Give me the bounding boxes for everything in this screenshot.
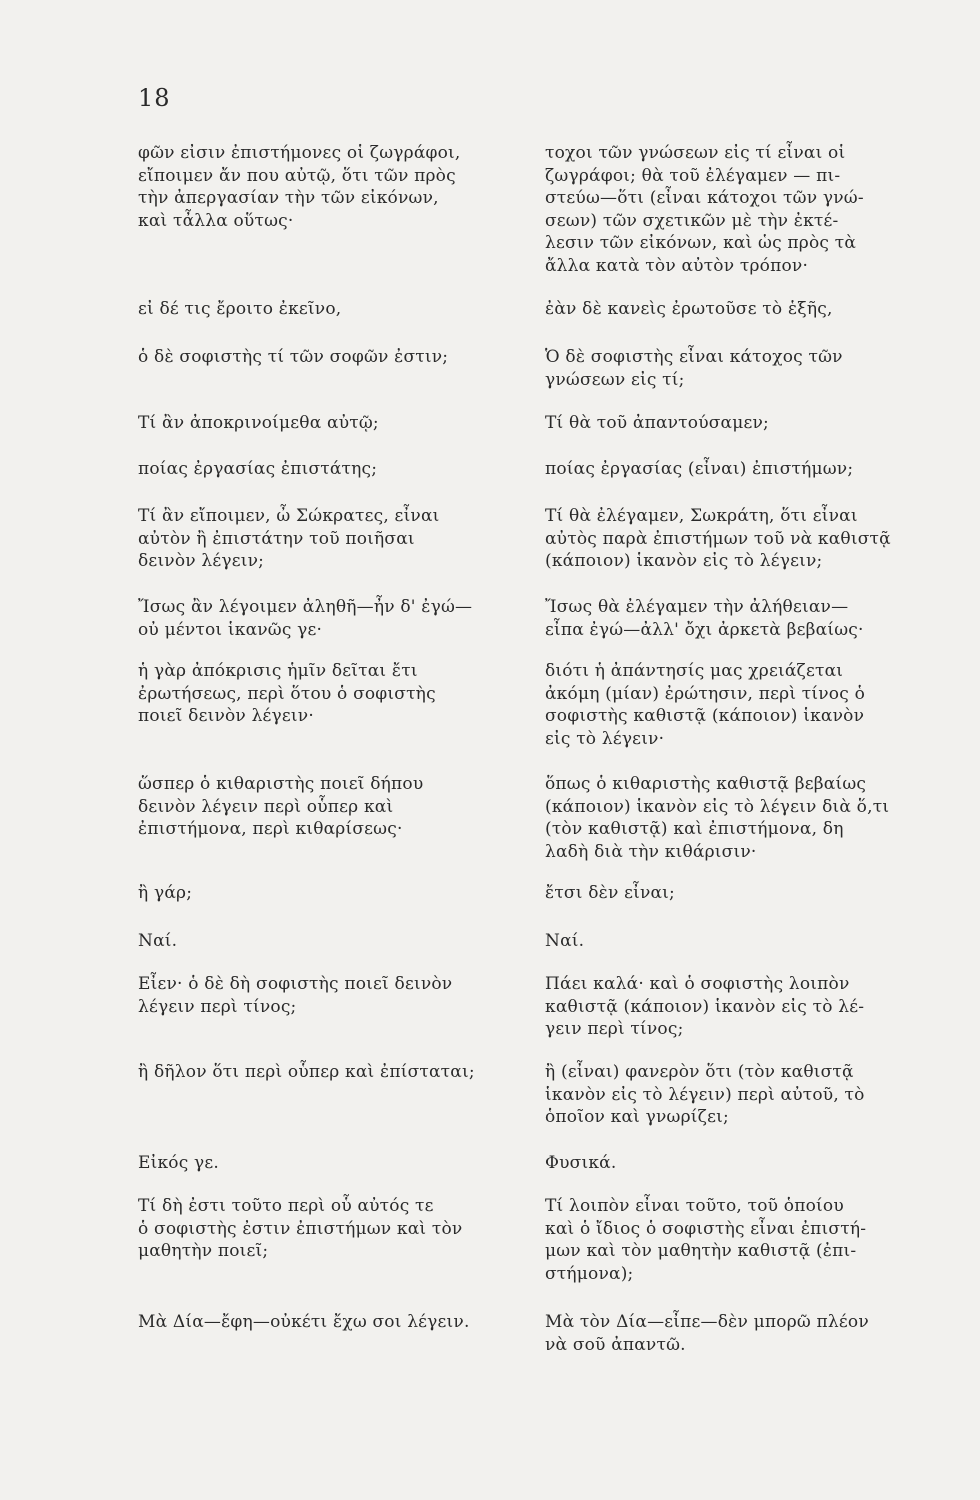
ancient-text: Μὰ Δία—ἔφη—οὐκέτι ἔχω σοι λέγειν. xyxy=(138,1312,470,1332)
modern-text: ἐὰν δὲ κανεὶς ἐρωτοῦσε τὸ ἑξῆς, xyxy=(545,299,833,319)
modern-text: Μὰ τὸν Δία—εἶπε—δὲν μπορῶ πλέον νὰ σοῦ ἀπαντῶ. xyxy=(545,1312,869,1355)
ancient-text: Τί ἂν ἀποκρινοίμεθα αὐτῷ; xyxy=(138,413,379,433)
ancient-text: Τί δὴ ἐστι τοῦτο περὶ οὗ αὐτός τε ὁ σοφιστὴς ἐστιν ἐπιστήμων καὶ τὸν μαθητὴν ποιεῖ; xyxy=(138,1196,463,1261)
modern-text: ἢ (εἶναι) φανερὸν ὅτι (τὸν καθιστᾷ ἱκανὸν εἰς τὸ λέγειν) περὶ αὐτοῦ, τὸ ὁποῖον καὶ γνωρίζει; xyxy=(545,1062,865,1127)
ancient-text: Ἴσως ἂν λέγοιμεν ἀληθῆ—ἦν δ' ἐγώ— οὐ μέντοι ἱκανῶς γε· xyxy=(138,597,473,640)
modern-text: Τί θὰ τοῦ ἀπαντούσαμεν; xyxy=(545,413,769,433)
ancient-text: φῶν εἰσιν ἐπιστήμονες οἱ ζωγράφοι, εἴποιμεν ἄν που αὐτῷ, ὅτι τῶν πρὸς τὴν ἀπεργασίαν τὴν τῶν εἰκόνων, καὶ τἆλλα οὕτως· xyxy=(138,143,461,231)
modern-text: Πάει καλά· καὶ ὁ σοφιστὴς λοιπὸν καθιστᾷ (κάποιον) ἱκανὸν εἰς τὸ λέ- γειν περὶ τίνος; xyxy=(545,974,865,1039)
modern-text: διότι ἡ ἀπάντησίς μας χρειάζεται ἀκόμη (μίαν) ἐρώτησιν, περὶ τίνος ὁ σοφιστὴς καθιστᾷ (κάποιον) ἱκανὸν εἰς τὸ λέγειν· xyxy=(545,661,865,749)
ancient-text: ἢ δῆλον ὅτι περὶ οὗπερ καὶ ἐπίσταται; xyxy=(138,1062,475,1082)
ancient-text: Εἰκός γε. xyxy=(138,1153,220,1173)
ancient-text: Εἶεν· ὁ δὲ δὴ σοφιστὴς ποιεῖ δεινὸν λέγειν περὶ τίνος; xyxy=(138,974,453,1017)
modern-text: Ὁ δὲ σοφιστὴς εἶναι κάτοχος τῶν γνώσεων εἰς τί; xyxy=(545,347,843,390)
ancient-text: ὁ δὲ σοφιστὴς τί τῶν σοφῶν ἐστιν; xyxy=(138,347,449,367)
modern-text: Ἴσως θὰ ἐλέγαμεν τὴν ἀλήθειαν— εἶπα ἐγώ—ἀλλ' ὄχι ἀρκετὰ βεβαίως· xyxy=(545,597,864,640)
modern-text: Φυσικά. xyxy=(545,1153,617,1173)
modern-text: τοχοι τῶν γνώσεων εἰς τί εἶναι οἱ ζωγράφοι; θὰ τοῦ ἐλέγαμεν — πι- στεύω—ὅτι (εἶναι κάτοχοι τῶν γνώ- σεων) τῶν σχετικῶν μὲ τὴν ἐκτέ- λεσιν τῶν εἰκόνων, καὶ ὡς πρὸς τὰ ἄλλα κατὰ τὸν αὐτὸν τρόπον· xyxy=(545,143,864,276)
page-number: 18 xyxy=(138,84,171,112)
ancient-text: Ναί. xyxy=(138,931,178,951)
ancient-text: Τί ἂν εἴποιμεν, ὦ Σώκρατες, εἶναι αὐτὸν ἢ ἐπιστάτην τοῦ ποιῆσαι δεινὸν λέγειν; xyxy=(138,506,440,571)
modern-text: Τί λοιπὸν εἶναι τοῦτο, τοῦ ὁποίου καὶ ὁ ἴδιος ὁ σοφιστὴς εἶναι ἐπιστή- μων καὶ τὸν μαθητὴν καθιστᾷ (ἐπι- στήμονα); xyxy=(545,1196,867,1284)
modern-text: Ναί. xyxy=(545,931,585,951)
ancient-text: ἢ γάρ; xyxy=(138,883,193,903)
modern-text: ποίας ἐργασίας (εἶναι) ἐπιστήμων; xyxy=(545,459,854,479)
ancient-text: ποίας ἐργασίας ἐπιστάτης; xyxy=(138,459,378,479)
modern-text: ἔτσι δὲν εἶναι; xyxy=(545,883,675,903)
ancient-text: εἰ δέ τις ἔροιτο ἐκεῖνο, xyxy=(138,299,342,319)
modern-text: ὅπως ὁ κιθαριστὴς καθιστᾷ βεβαίως (κάποιον) ἱκανὸν εἰς τὸ λέγειν διὰ ὅ,τι (τὸν καθιστᾷ) καὶ ἐπιστήμονα, δη λαδὴ διὰ τὴν κιθάρισιν· xyxy=(545,774,890,862)
ancient-text: ἡ γὰρ ἀπόκρισις ἡμῖν δεῖται ἔτι ἐρωτήσεως, περὶ ὅτου ὁ σοφιστὴς ποιεῖ δεινὸν λέγειν· xyxy=(138,661,436,726)
modern-text: Τί θὰ ἐλέγαμεν, Σωκράτη, ὅτι εἶναι αὐτὸς παρὰ ἐπιστήμων τοῦ νὰ καθιστᾷ (κάποιον) ἱκανὸν εἰς τὸ λέγειν; xyxy=(545,506,891,571)
ancient-text: ὥσπερ ὁ κιθαριστὴς ποιεῖ δήπου δεινὸν λέγειν περὶ οὗπερ καὶ ἐπιστήμονα, περὶ κιθαρίσεως· xyxy=(138,774,424,839)
